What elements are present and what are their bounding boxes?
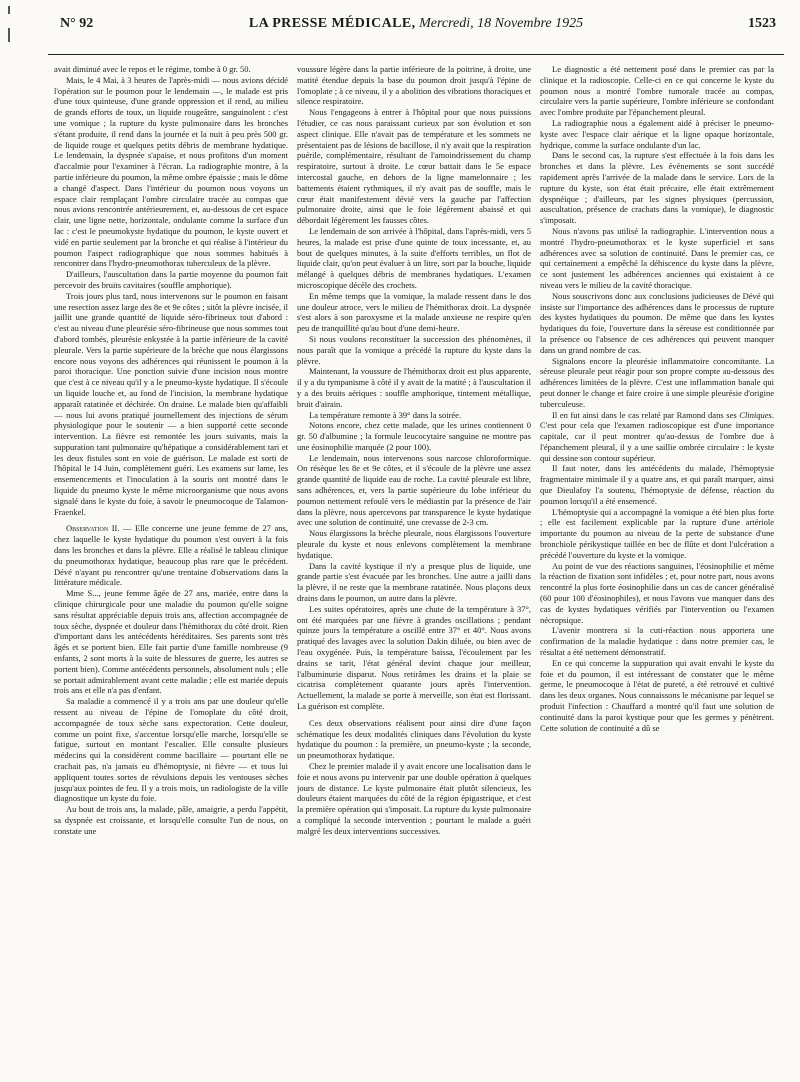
paragraph: Trois jours plus tard, nous intervenons sur le poumon en faisant une resection assez large des 8e et 9e côtes ; sitôt la plèvre incisée, il jaillit une grande quantité de liquide séro-fibrineux tout d'abord : c'est au niveau d'une pleurésie séro-fibrineuse que nous sommes tout d'abord tombés, pleurésie enkystée à la partie inférieure de la cavité pleurale. Vers la partie supérieure de la brèche que nous élargissons encore nous voyons des adhérences qui réunissent le poumon à la paroi thoracique. Une ponction suivie d'une incision nous montre que c'est à ce niveau qu'il y a le pneumo-kyste hydatique. Il s'écoule un liquide louche et, au fond de l'incision, la membrane hydatique apparaît ratatinée et déchirée. On draine. Le malade bien qu'affaibli — nous lui avons pratiqué journellement des injections de sérum physiologique pour le soutenir — a bien supporté cette seconde intervention. La fièvre est remontée les jours suivants, mais la suppuration tant pulmonaire qu'hépatique a considérablement tari et les deux fistules sont en voie de guérison. Le malade est sorti de l'hôpital le 14 Juin, complètement guéri. Les examens sur lame, les ensemencements et l'inoculation à la souris ont montré dans le liquide du pneumo kyste le même microorganisme que nous avons signalé dans le kyste du foie, à savoir le pneumocoque de Talamon-Fraenkel. [54, 290, 288, 517]
journal-masthead [48, 16, 784, 32]
paragraph: Maintenant, la voussure de l'hémithorax droit est plus apparente, il y a du tympanisme à côté il y avait de la matité ; à l'auscultation il y a des bruits aériques : souffle amphorique, tintement métallique, bruit d'airain. [297, 366, 531, 409]
text-span: Il en fut ainsi dans le cas relaté par Ramond dans ses [552, 409, 740, 420]
paragraph: La radiographie nous a également aidé à préciser le pneumo-kyste avec l'espace clair aérique et la ligne opaque horizontale, hydrique, comme la surface ondulante d'un lac. [540, 117, 774, 150]
paragraph: Le diagnostic a été nettement posé dans le premier cas par la clinique et la radioscopie. Celle-ci en ce qui concerne le kyste du poumon nous a montré l'ombre tumorale tracée au compas, circulaire vers la partie supérieure, l'ombre inférieure se confondant avec l'ombre produite par l'épanchement pleural. [540, 64, 774, 118]
margin-scratch-mark [8, 6, 10, 14]
text-column-right [540, 64, 774, 1074]
issue-number: N° 92 [60, 16, 94, 31]
paragraph: Mais, le 4 Mai, à 3 heures de l'après-midi — nous avions décidé l'opération sur le poumon pour le lendemain —, le malade est pris d'une toux quinteuse, d'une grande oppression et il rend, au milieu de grands efforts de toux, un liquide rougeâtre, sanguinolent : c'est une vomique ; la rupture du kyste pulmonaire dans les bronches s'étant produite, il rend dans la journée et la nuit à peu près 500 gr. de liquide rouge et quelques petits débris de membrane hydatique. Le lendemain, la dyspnée s'apaise, et nous profitons d'un moment d'accalmie pour l'examiner à l'écran. La radiographie montre, à la partie inférieure du poumon, la même ombre épaissie ; mais le dôme a changé d'aspect. Dans l'intérieur du poumon nous voyons un espace clair remplaçant l'ombre circulaire tracée au compas que nous avions rencontrée antérieurement, et, au-dessous de cet espace clair, une ligne nette, horizontale, ondulante comme la surface d'un lac : c'est le pneumokyste hydatique du poumon, le kyste ouvert et vidé en partie seulement par la bronche et qui réalise à l'intérieur du poumon l'aspect radiographique que nous sommes habitués à rencontrer dans l'hydro-pneumothorax tuberculeux de la plèvre. [54, 74, 288, 269]
paragraph: Signalons encore la pleurésie inflammatoire concomitante. La séreuse pleurale peut réagir pour son propre compte au-dessous des adhérences limitées de la plèvre. C'est une inflammation banale qui peut donner le change et faire croire à une simple pleurésie d'origine tuberculeuse. [540, 355, 774, 409]
paragraph: Au point de vue des réactions sanguines, l'éosinophilie et même la réaction de fixation sont infidèles ; et, pour notre part, nous avons rencontré la plus forte éosinophilie dans un cas de cancer généralisé (60 pour 100 d'éosinophiles), et nous l'avons vue manquer dans des cas de kystes hydatiques vérifiés par l'intervention ou l'examen nécropsique. [540, 560, 774, 625]
header-rule [48, 54, 784, 55]
observation-paragraph [54, 523, 288, 588]
paragraph: L'hémoptysie qui a accompagné la vomique a été bien plus forte ; elle est facilement explicable par la rupture d'une artériole importante du poumon au niveau de la perte de substance d'une bronchiole périkystique taillée en bec de flûte et dont l'ulcération a précédé l'ouverture du kyste et la vomique. [540, 506, 774, 560]
paragraph: En même temps que la vomique, la malade ressent dans le dos une douleur atroce, vers le milieu de l'hémithorax droit. La dyspnée s'est alors à son paroxysme et la malade anxieuse ne respire qu'en peu de tranquillité qu'au bout d'une demi-heure. [297, 290, 531, 334]
paragraph: Si nous voulons reconstituer la succession des phénomènes, il nous paraît que la vomique a précédé la rupture du kyste dans la plèvre. [297, 333, 531, 366]
text-span: . C'est pour cela que l'examen radioscopique est d'une importance capitale, car il peut montrer qu'au-dessus de l'ombre due à l'épanchement pleural, il y a une saillie ombrée circulaire : le kyste qui dessine son contour supérieur. [540, 409, 774, 463]
paragraph [540, 410, 774, 464]
paragraph: Nous n'avons pas utilisé la radiographie. L'intervention nous a montré l'hydro-pneumothorax et le kyste superficiel et sans adhérences avec sa solution de continuité. Dans le premier cas, ce qui certainement a empêché la déhiscence du kyste dans la plèvre, ce sont justement les adhérences anciennes qui existaient à ce niveau vers le milieu de la cavité thoracique. [540, 225, 774, 290]
text-column-left [54, 64, 288, 1074]
paragraph: Le lendemain de son arrivée à l'hôpital, dans l'après-midi, vers 5 heures, la malade est prise d'une quinte de toux incessante, et, au bout de quelques minutes, à la suite d'efforts terribles, un flot de liquide clair, qu'on peut évaluer à un litre, sort par la bouche, liquide mélangé à quelques débris de membranes hydatiques. L'examen microscopique décèle des crochets. [297, 225, 531, 290]
journal-title: LA PRESSE MÉDICALE, [248, 16, 416, 31]
paragraph: Nous élargissons la brèche pleurale, nous élargissons l'ouverture pleurale du kyste et nous enlevons complètement la membrane hydatique. [297, 528, 531, 560]
paragraph: En ce qui concerne la suppuration qui avait envahi le kyste du foie et du poumon, il est intéressant de constater que le même germe, le pneumocoque à l'état de pureté, a été retrouvé et cultivé dans les deux organes. Nous connaissons le mécanisme par lequel se produit l'infection : Chauffard a montré qu'il faut une solution de continuité dans la paroi kystique pour que les germes y pénètrent. Cette solution de continuité a dû se [540, 657, 774, 733]
paragraph: Mme S..., jeune femme âgée de 27 ans, mariée, entre dans la clinique chirurgicale pour une maladie du poumon qu'elle soigne sans résultat appréciable depuis trois ans, affection accompagnée de toux sèche, dyspnée et douleur dans l'hémithorax du côté droit. Rien d'important dans les antécédents héréditaires. Ses parents sont très âgés et se portent bien. Elle fait partie d'une famille nombreuse (9 enfants, 2 sont morts à la suite de blessures de guerre, les autres se portent bien). Comme antécédents personnels, absolument nuls ; elle se portait admirablement avant cette maladie ; elle est mariée depuis trois ans et elle n'a pas d'enfant. [54, 588, 288, 696]
observation-title: Observation II. [66, 523, 120, 534]
paragraph: Dans le second cas, la rupture s'est effectuée à la fois dans les bronches et dans la plèvre. Les événements se sont succédé rapidement après l'arrivée de la malade dans le service. Lors de la rupture du kyste, son état était précaire, elle était extrêmement dyspnéique ; d'ailleurs, par les signes physiques (percussion, auscultation, présence de crachats dans la vomique), le diagnostic s'imposait. [540, 150, 774, 226]
paragraph: avait diminué avec le repos et le régime, tombe à 0 gr. 50. [54, 64, 251, 74]
book-title: Cliniques [739, 409, 772, 420]
paragraph: Nous l'engageons à entrer à l'hôpital pour que nous puissions l'étudier, ce cas nous paraissant curieux par son évolution et son aspect clinique. Elle n'avait pas de température et les sommets ne présentaient pas de lésions de bacillose, il n'y avait que la respiration puérile, complémentaire, résultant de l'amoindrissement du champ respiratoire, surtout à droite. Le cœur battait dans le 5e espace intercostal gauche, en dehors de la ligne mamelonnaire ; les battements étaient rythmiques, il n'y avait pas de souffle, mais le cœur était manifestement dévié vers la gauche par l'affection pulmonaire droite, ainsi que le foie légèrement abaissé et qui débordait légèrement les fausses côtes. [297, 107, 531, 226]
page-number: 1523 [748, 16, 776, 31]
paragraph: Notons encore, chez cette malade, que les urines contiennent 0 gr. 50 d'albumine ; la formule leucocytaire sanguine ne montre pas une éosinophilie marquée (2 pour 100). [297, 420, 531, 452]
paragraph: D'ailleurs, l'auscultation dans la partie moyenne du poumon fait percevoir des bruits cavitaires (souffle amphorique). [54, 269, 288, 290]
paragraph: Chez le premier malade il y avait encore une localisation dans le foie et nous avons pu intervenir par une double opération à quelques jours de distance. Le kyste pulmonaire était plutôt silencieux, les douleurs étaient marquées du côté de la région épigastrique, et c'est la première opération qui s'imposait. La rupture du kyste pulmonaire a compliqué la seconde intervention ; pourtant le malade a guéri malgré les deux interventions successives. [297, 761, 531, 836]
paragraph: Ces deux observations réalisent pour ainsi dire d'une façon schématique les deux modalités cliniques dans l'évolution du kyste hydatique du poumon : la première, un pneumo-kyste ; la seconde, un pneumothorax hydatique. [297, 717, 531, 761]
paragraph: Il faut noter, dans les antécédents du malade, l'hémoptysie fragmentaire minimale il y a quatre ans, et qui paraît marquer, ainsi que Dieulafoy l'a soutenu, l'hémoptysie de défense, réaction du poumon lorsqu'il a été ensemencé. [540, 463, 774, 506]
paragraph: L'avenir montrera si la cuti-réaction nous apportera une confirmation de la maladie hydatique : dans notre premier cas, le résultat a été nettement démonstratif. [540, 625, 774, 658]
paragraph: voussure légère dans la partie inférieure de la poitrine, à droite, une matité étendue depuis la base du poumon droit jusqu'à l'épine de l'omoplate ; à ce niveau, il y a abolition des vibrations thoraciques et silence respiratoire. [297, 64, 531, 107]
paragraph: Les suites opératoires, après une chute de la température à 37°, ont été marquées par une fièvre à grandes oscillations ; pendant quinze jours la température a oscillé entre 37° et 40°. Nous avons pratiqué des lavages avec la solution Dakin diluée, ou bien avec de l'eau oxygénée. Puis, la température baissa, l'écoulement par les drains se tarit, l'état général devint chaque jour meilleur, l'albuminurie disparut. Nous retirâmes les drains et la plaie se cicatrisa complètement quarante jours après l'intervention. Actuellement, la malade se porte à merveille, son état est florissant. La guérison est complète. [297, 603, 531, 712]
paragraph: La température remonte à 39° dans la soirée. [309, 409, 462, 420]
observation-text: — Elle concerne une jeune femme de 27 ans, chez laquelle le kyste hydatique du poumon s'est ouvert à la fois dans les bronches et dans la plèvre. Elle a réalisé le tableau clinique du pneumothorax hydatique, beaucoup plus rare que le précédent. Dévé n'ayant pu rencontrer qu'une trentaine d'observations dans la littérature médicale. [54, 523, 288, 588]
page-header [48, 12, 784, 36]
text-column-middle [297, 64, 531, 1074]
issue-date: Mercredi, 18 Novembre 1925 [419, 16, 584, 31]
margin-scratch-mark [8, 28, 10, 42]
paragraph: Dans la cavité kystique il n'y a presque plus de liquide, une grande partie s'est évacuée par les bronches. Une autre a jailli dans la plèvre, il ne reste que la membrane ratatinée. Nous plaçons deux drains dans le poumon, un autre dans la plèvre. [297, 560, 531, 604]
paragraph: Nous souscrivons donc aux conclusions judicieuses de Dévé qui insiste sur l'importance des adhérences dans le processus de rupture des kystes hydatiques du poumon. De même que dans les kystes hydatiques du foie, l'ouverture dans la séreuse est conditionnée par la présence ou l'absence de ces adhérences qui peuvent manquer dans un grand nombre de cas. [540, 290, 774, 355]
paragraph: Au bout de trois ans, la malade, pâle, amaigrie, a perdu l'appétit, sa dyspnée est croissante, et lorsqu'elle consulte l'un de nous, on constate une [54, 804, 288, 836]
paragraph: Le lendemain, nous intervenons sous narcose chloroformique. On résèque les 8e et 9e côtes, et il s'écoule de la plèvre une assez grande quantité de liquide eau de roche. La cavité pleurale est libre, sans adhérences, et, vers la partie supérieure du lobe inférieur du poumon nettement refoulé vers le médiastin par la présence de l'air dans la plèvre, nous apercevons par transparence le kyste hydatique avec une solution de continuité, une crevasse de 2-3 cm. [297, 452, 531, 528]
paragraph: Sa maladie a commencé il y a trois ans par une douleur qu'elle ressent au niveau de l'épine de l'omoplate du côté droit, accompagnée de toux sèche sans expectoration. Cette douleur, comme un point fixe, s'accentue lorsqu'elle marche, lorsqu'elle se fatigue, surtout en montant l'escalier. Elle consulte plusieurs médecins qui la considèrent comme bacillaire — pourtant elle ne crachait pas, n'a jamais eu d'hémoptysie, ni fièvre — et tous lui appliquent toutes sortes de révulsions depuis les ventouses sèches jusqu'aux pointes de feu. Il y a trois mois, un radiologiste de la ville diagnostique un kyste du foie. [54, 696, 288, 804]
